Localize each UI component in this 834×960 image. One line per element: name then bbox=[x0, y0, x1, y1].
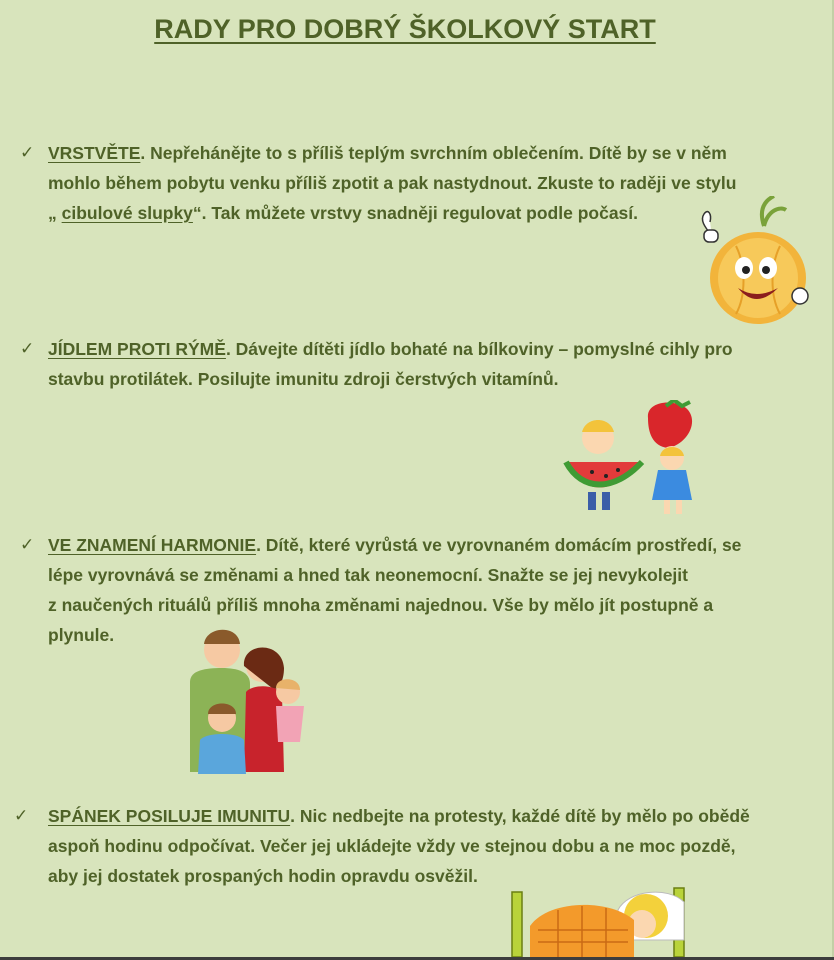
tip-heading: VE ZNAMENÍ HARMONIE bbox=[48, 535, 257, 555]
tip-heading: JÍDLEM PROTI RÝMĚ bbox=[48, 339, 226, 359]
tip-text: VRSTVĚTE. Nepřehánějte to s příliš teplým svrchním oblečením. Dítě by se v něm mohlo během pobytu venku příliš zpotit a pak nastydnout. Zkuste to raději ve stylu „ cibulové slupky“. Tak můžete vrstvy snadněji regulovat podle počasí. bbox=[48, 143, 737, 223]
onion-illustration bbox=[696, 196, 812, 326]
tip-heading: VRSTVĚTE bbox=[48, 143, 141, 163]
check-icon: ✓ bbox=[14, 806, 29, 825]
tip-sleep bbox=[14, 801, 784, 891]
tip-harmony bbox=[20, 530, 790, 650]
kids-fruit-illustration bbox=[562, 400, 702, 520]
check-icon: ✓ bbox=[20, 535, 35, 554]
tip-heading: SPÁNEK POSILUJE IMUNITU bbox=[48, 806, 291, 826]
tip-text: JÍDLEM PROTI RÝMĚ. Dávejte dítěti jídlo bohaté na bílkoviny – pomyslné cihly pro stavbu protilátek. Posilujte imunitu zdroji čerstvých vitamínů. bbox=[48, 339, 733, 389]
family-illustration bbox=[176, 622, 310, 774]
tip-text: SPÁNEK POSILUJE IMUNITU. Nic nedbejte na protesty, každé dítě by mělo po obědě aspoň hodinu odpočívat. Večer jej ukládejte vždy ve stejnou dobu a ne moc pozdě, aby jej dostatek prospaných hodin opravdu osvěžil. bbox=[48, 806, 750, 886]
check-icon: ✓ bbox=[20, 143, 35, 162]
sleeping-child-illustration bbox=[508, 880, 698, 957]
check-icon: ✓ bbox=[20, 339, 35, 358]
tip-layers bbox=[20, 138, 790, 228]
tip-food bbox=[20, 334, 790, 394]
page-title: RADY PRO DOBRÝ ŠKOLKOVÝ START bbox=[154, 14, 656, 44]
tip-text: VE ZNAMENÍ HARMONIE. Dítě, které vyrůstá ve vyrovnaném domácím prostředí, se lépe vyrovnává se změnami a hned tak neonemocní. Snažte se jej nevykolejit z naučených rituálů příliš mnoha změnami najednou. Vše by mělo jít postupně a plynule. bbox=[48, 535, 742, 645]
